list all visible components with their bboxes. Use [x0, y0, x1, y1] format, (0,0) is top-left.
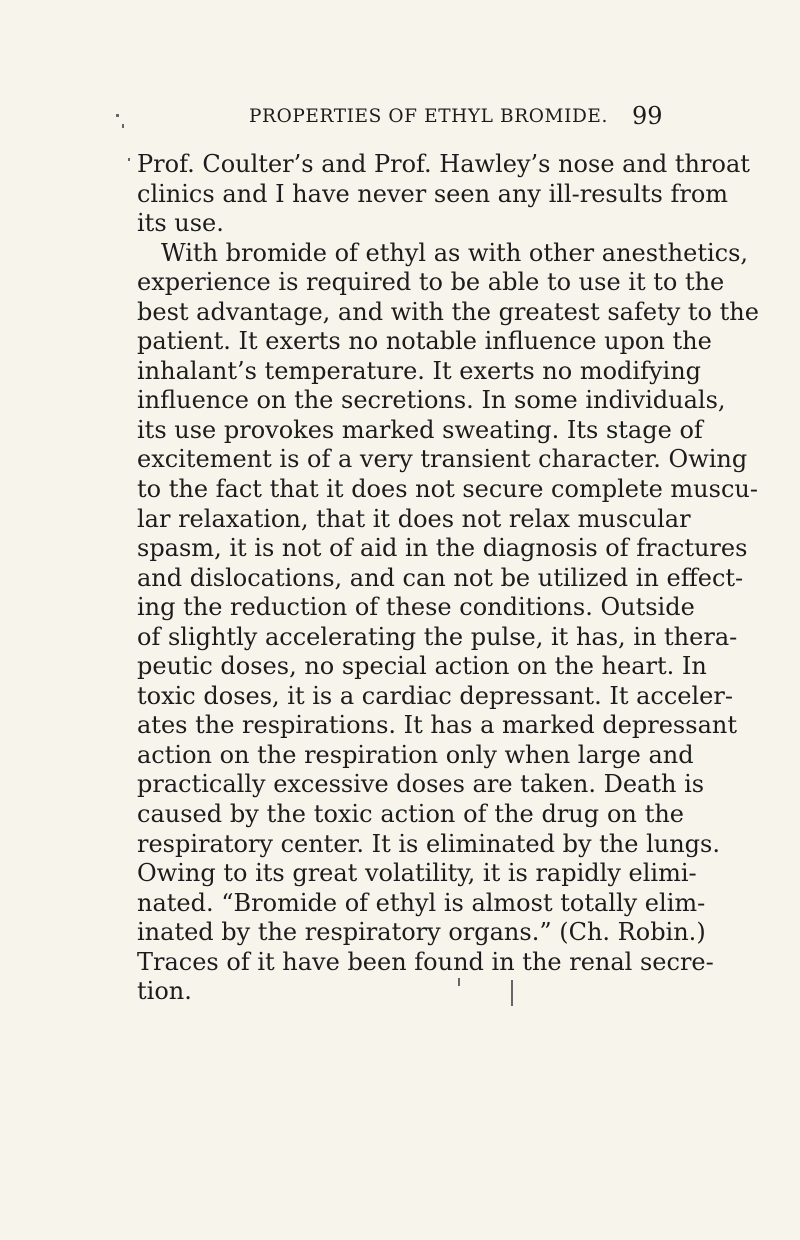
text-line: patient. It exerts no notable influence upon the	[137, 327, 712, 356]
text-line: ates the respirations. It has a marked depressant	[137, 711, 737, 740]
text-line: Owing to its great volatility, it is rapidly elimi-	[137, 859, 697, 888]
body-text	[137, 150, 759, 1007]
text-line: clinics and I have never seen any ill-results from	[137, 179, 729, 208]
text-line: toxic doses, it is a cardiac depressant. It acceler-	[137, 681, 733, 710]
text-line: of slightly accelerating the pulse, it has, in thera-	[137, 622, 738, 651]
page-title: PROPERTIES OF ETHYL BROMIDE.	[249, 106, 609, 127]
text-line: excitement is of a very transient character. Owing	[137, 445, 748, 474]
text-line: inated by the respiratory organs.” (Ch. Robin.)	[137, 918, 706, 947]
text-line: tion.	[137, 977, 192, 1006]
text-line: Traces of it have been found in the renal secre-	[137, 947, 714, 976]
text-line: nated. “Bromide of ethyl is almost totally elim-	[137, 888, 706, 917]
running-head	[0, 102, 800, 136]
text-line: practically excessive doses are taken. Death is	[137, 770, 705, 799]
text-line: experience is required to be able to use it to the	[137, 268, 725, 297]
text-line: peutic doses, no special action on the heart. In	[137, 652, 707, 681]
text-line: best advantage, and with the greatest safety to the	[137, 297, 759, 326]
text-line: ing the reduction of these conditions. Outside	[137, 593, 695, 622]
text-line: spasm, it is not of aid in the diagnosis of fractures	[137, 534, 748, 563]
text-line: lar relaxation, that it does not relax muscular	[137, 504, 691, 533]
text-line: and dislocations, and can not be utilized in effect-	[137, 563, 744, 592]
text-line: respiratory center. It is eliminated by the lungs.	[137, 829, 720, 858]
text-line: its use provokes marked sweating. Its stage of	[137, 415, 703, 444]
text-line: caused by the toxic action of the drug on the	[137, 800, 684, 829]
text-line: With bromide of ethyl as with other anesthetics,	[161, 238, 749, 267]
text-line: inhalant’s temperature. It exerts no modifying	[137, 356, 702, 385]
text-line: action on the respiration only when large and	[137, 740, 694, 769]
text-line: to the fact that it does not secure complete muscu-	[137, 475, 758, 504]
text-line: influence on the secretions. In some individuals,	[137, 386, 726, 415]
print-speck	[128, 158, 130, 161]
text-line: its use.	[137, 209, 224, 238]
text-line: Prof. Coulter’s and Prof. Hawley’s nose and throat	[137, 150, 750, 178]
page-number: 99	[632, 102, 663, 130]
